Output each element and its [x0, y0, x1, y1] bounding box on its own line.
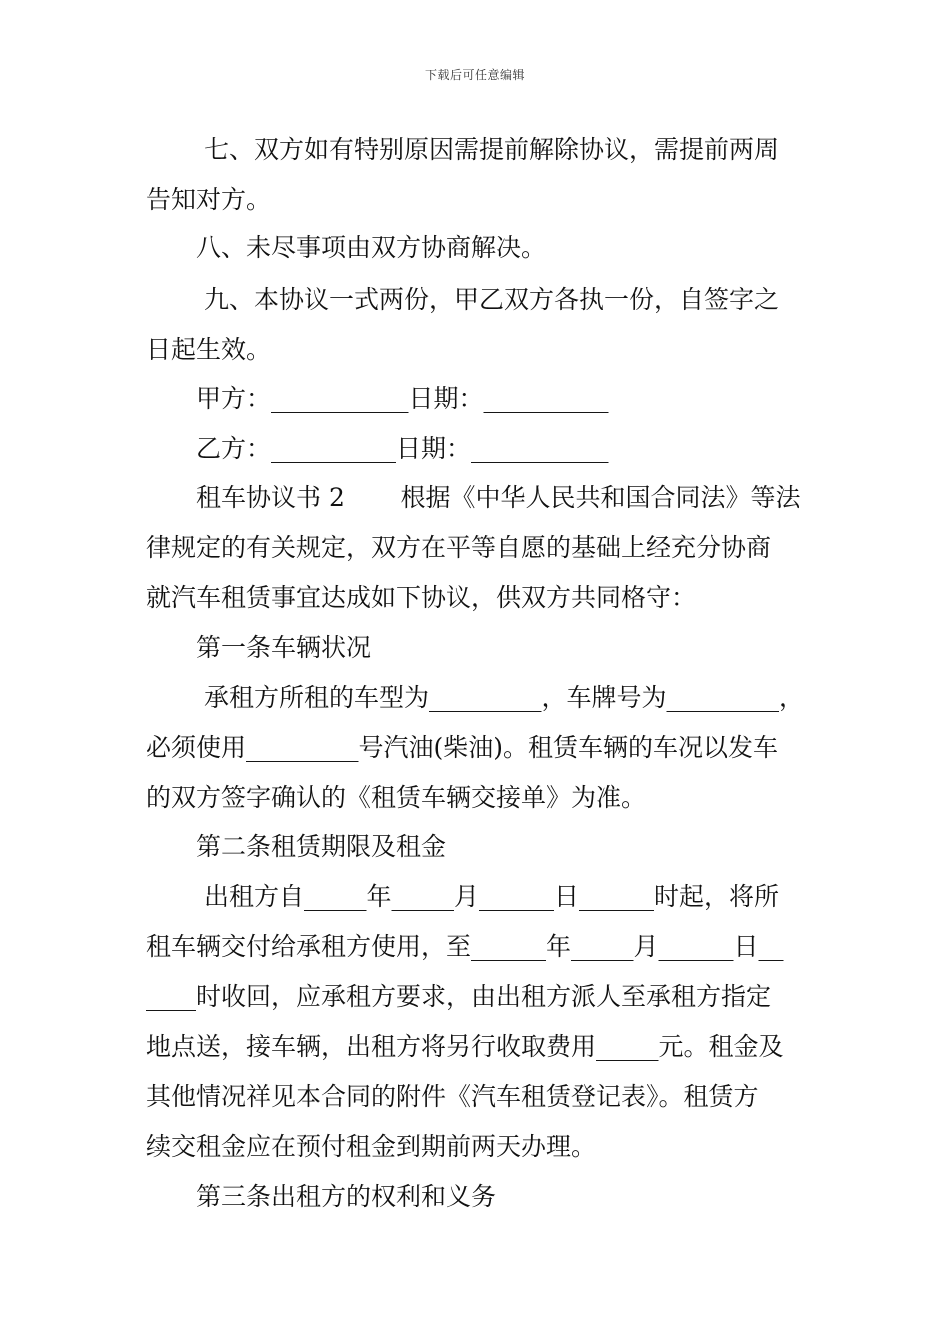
text-line: ____时收回，应承租方要求，由出租方派人至承租方指定 — [146, 982, 772, 1011]
text-line: 就汽车租赁事宜达成如下协议，供双方共同格守： — [146, 583, 697, 612]
text-line: 八、未尽事项由双方协商解决。 — [196, 233, 547, 262]
text-line: 租车辆交付给承租方使用，至______年_____月______日__ — [146, 932, 784, 961]
text-line: 必须使用_________号汽油(柴油)。租赁车辆的车况以发车 — [146, 733, 779, 762]
text-line: 九、本协议一式两份，甲乙双方各执一份，自签字之 — [196, 285, 779, 314]
text-line: 第二条租赁期限及租金 — [196, 832, 447, 861]
page-header-note: 下载后可任意编辑 — [424, 68, 525, 82]
text-line: 其他情况祥见本合同的附件《汽车租赁登记表》。租赁方 — [146, 1082, 759, 1111]
text-line: 续交租金应在预付租金到期前两天办理。 — [146, 1132, 597, 1161]
text-line: 告知对方。 — [146, 185, 272, 214]
text-line: 乙方：__________日期：___________ — [196, 434, 609, 463]
text-line: 承租方所租的车型为_________，车牌号为_________， — [196, 683, 804, 712]
text-line: 第三条出租方的权利和义务 — [196, 1182, 497, 1211]
text-line: 甲方：___________日期：__________ — [196, 384, 609, 413]
text-line: 律规定的有关规定，双方在平等自愿的基础上经充分协商 — [146, 533, 772, 562]
text-line: 地点送，接车辆，出租方将另行收取费用_____元。租金及 — [146, 1032, 784, 1061]
text-line: 第一条车辆状况 — [196, 633, 372, 662]
text-line: 的双方签字确认的《租赁车辆交接单》为准。 — [146, 783, 647, 812]
text-line: 出租方自_____年_____月______日______时起，将所 — [196, 882, 779, 911]
text-line: 七、双方如有特别原因需提前解除协议，需提前两周 — [196, 135, 779, 164]
text-line: 租车协议书 2 根据《中华人民共和国合同法》等法 — [196, 483, 801, 512]
text-line: 日起生效。 — [146, 335, 272, 364]
